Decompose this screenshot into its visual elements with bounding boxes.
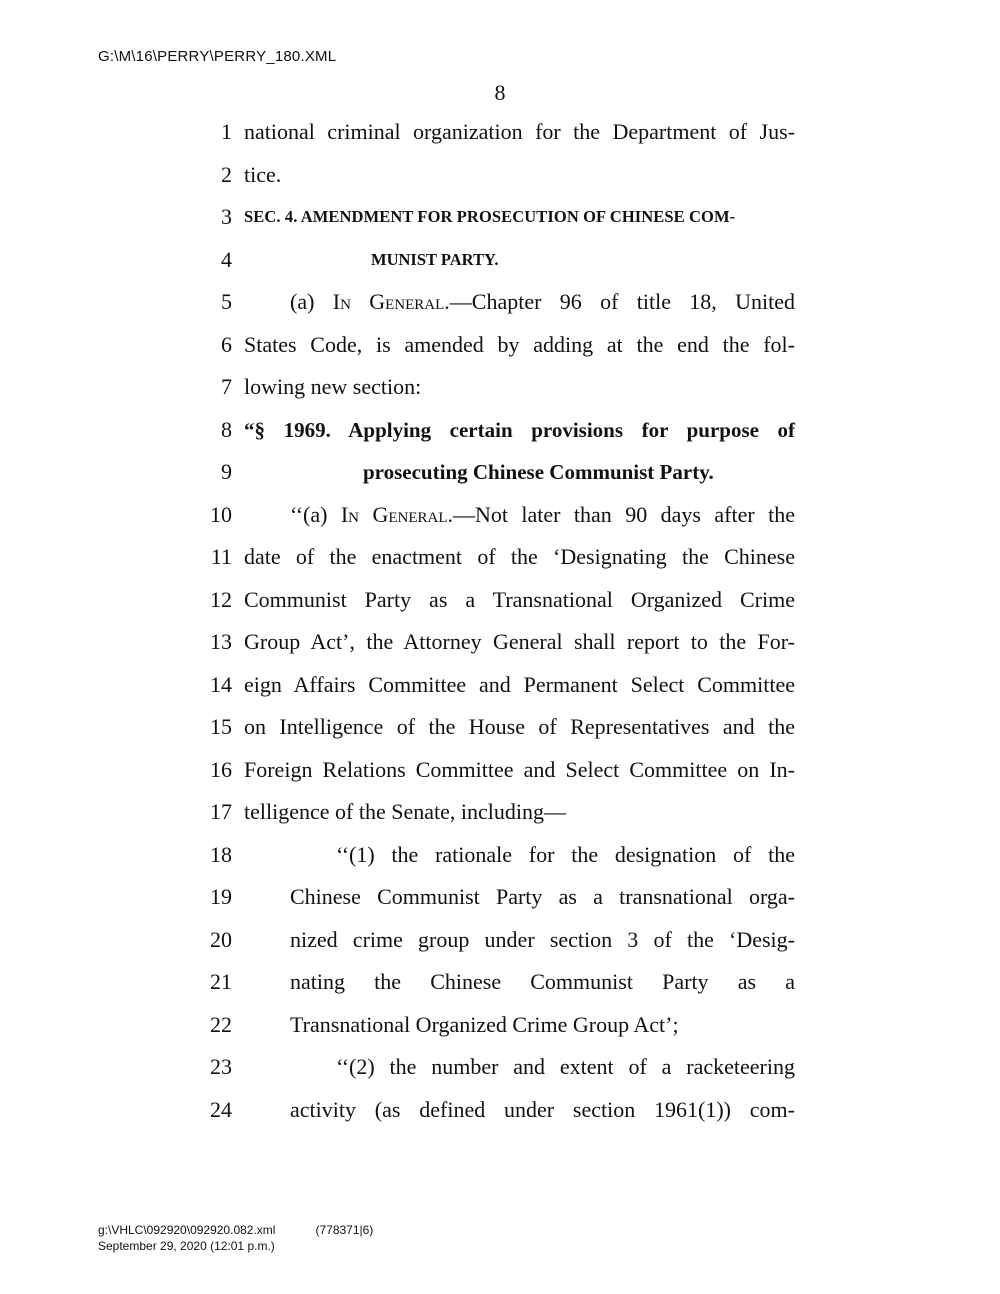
line-row — [0, 664, 1000, 706]
subsection-text: .—Not later than 90 days after the — [447, 502, 795, 527]
header-file-path: G:\M\16\PERRY\PERRY_180.XML — [98, 48, 337, 65]
line-text: national criminal organization for the Department of Jus- — [244, 119, 795, 144]
line-row — [0, 749, 1000, 791]
line-number: 5 — [221, 289, 232, 314]
line-row — [0, 919, 1000, 961]
line-number: 21 — [210, 969, 232, 994]
subsection-text: .—Chapter 96 of title 18, United — [444, 289, 795, 314]
line-number: 20 — [210, 927, 232, 952]
footer-doc-code: (778371|6) — [315, 1223, 374, 1237]
section-heading-continued: MUNIST PARTY. — [371, 250, 499, 269]
line-number: 14 — [210, 672, 232, 697]
line-number: 22 — [210, 1012, 232, 1037]
page-number: 8 — [494, 80, 506, 105]
line-row — [0, 791, 1000, 833]
line-number: 18 — [210, 842, 232, 867]
line-number: 8 — [221, 417, 232, 442]
line-number: 23 — [210, 1054, 232, 1079]
footer-file-line — [98, 1222, 373, 1238]
line-number: 13 — [210, 629, 232, 654]
line-row — [0, 324, 1000, 366]
line-number: 12 — [210, 587, 232, 612]
line-number: 2 — [221, 162, 232, 187]
line-number: 7 — [221, 374, 232, 399]
line-row — [0, 366, 1000, 408]
line-number: 11 — [210, 544, 232, 569]
line-text: on Intelligence of the House of Representatives and the — [244, 714, 795, 739]
line-number: 15 — [210, 714, 232, 739]
line-text: nating the Chinese Communist Party as a — [290, 969, 795, 994]
footer-file-path: g:\VHLC\092920\092920.082.xml — [98, 1223, 276, 1237]
line-number: 19 — [210, 884, 232, 909]
section-heading: SEC. 4. AMENDMENT FOR PROSECUTION OF CHINESE COM- — [244, 207, 736, 226]
subsection-heading: In General — [332, 289, 445, 314]
line-row — [0, 154, 1000, 196]
line-number: 1 — [221, 119, 232, 144]
line-row — [0, 1046, 1000, 1088]
line-text: States Code, is amended by adding at the end the fol- — [244, 332, 795, 357]
new-section-heading: “§ 1969. Applying certain provisions for purpose of — [244, 418, 795, 442]
line-number: 3 — [221, 204, 232, 229]
line-row — [0, 281, 1000, 323]
new-section-heading-continued: prosecuting Chinese Communist Party. — [363, 460, 714, 484]
line-row — [0, 706, 1000, 748]
line-text: activity (as defined under section 1961(1)) com- — [290, 1097, 795, 1122]
line-text: Communist Party as a Transnational Organized Crime — [244, 587, 795, 612]
line-text: telligence of the Senate, including— — [244, 799, 566, 824]
line-text: Group Act’, the Attorney General shall report to the For- — [244, 629, 795, 654]
line-row — [0, 494, 1000, 536]
line-row — [0, 451, 1000, 493]
line-number: 10 — [210, 502, 232, 527]
line-text: Transnational Organized Crime Group Act’; — [290, 1012, 679, 1037]
line-number: 16 — [210, 757, 232, 782]
line-row — [0, 111, 1000, 153]
line-text: ‘‘(2) the number and extent of a racketeering — [336, 1054, 795, 1079]
line-text: Foreign Relations Committee and Select Committee on In- — [244, 757, 795, 782]
line-row — [0, 579, 1000, 621]
line-row — [0, 196, 1000, 238]
line-text — [290, 494, 795, 536]
line-text: lowing new section: — [244, 374, 422, 399]
line-number: 4 — [221, 247, 232, 272]
footer-timestamp: September 29, 2020 (12:01 p.m.) — [98, 1239, 275, 1253]
line-row — [0, 876, 1000, 918]
line-row — [0, 834, 1000, 876]
line-text: eign Affairs Committee and Permanent Select Committee — [244, 672, 795, 697]
line-number: 9 — [221, 459, 232, 484]
line-text — [290, 281, 795, 323]
line-text: nized crime group under section 3 of the ‘Desig- — [290, 927, 795, 952]
subsection-lead: (a) — [290, 289, 333, 314]
line-text: date of the enactment of the ‘Designating the Chinese — [244, 544, 795, 569]
line-number: 17 — [210, 799, 232, 824]
line-row — [0, 409, 1000, 451]
line-number: 6 — [221, 332, 232, 357]
line-number: 24 — [210, 1097, 232, 1122]
line-row — [0, 1004, 1000, 1046]
line-row — [0, 536, 1000, 578]
line-row — [0, 961, 1000, 1003]
line-row — [0, 1089, 1000, 1131]
footer — [98, 1222, 373, 1254]
subsection-heading: In General — [340, 502, 448, 527]
line-row — [0, 239, 1000, 281]
line-text: Chinese Communist Party as a transnational orga- — [290, 884, 795, 909]
line-text: tice. — [244, 162, 282, 187]
subsection-lead: ‘‘(a) — [290, 502, 341, 527]
line-row — [0, 621, 1000, 663]
line-text: ‘‘(1) the rationale for the designation of the — [336, 842, 795, 867]
